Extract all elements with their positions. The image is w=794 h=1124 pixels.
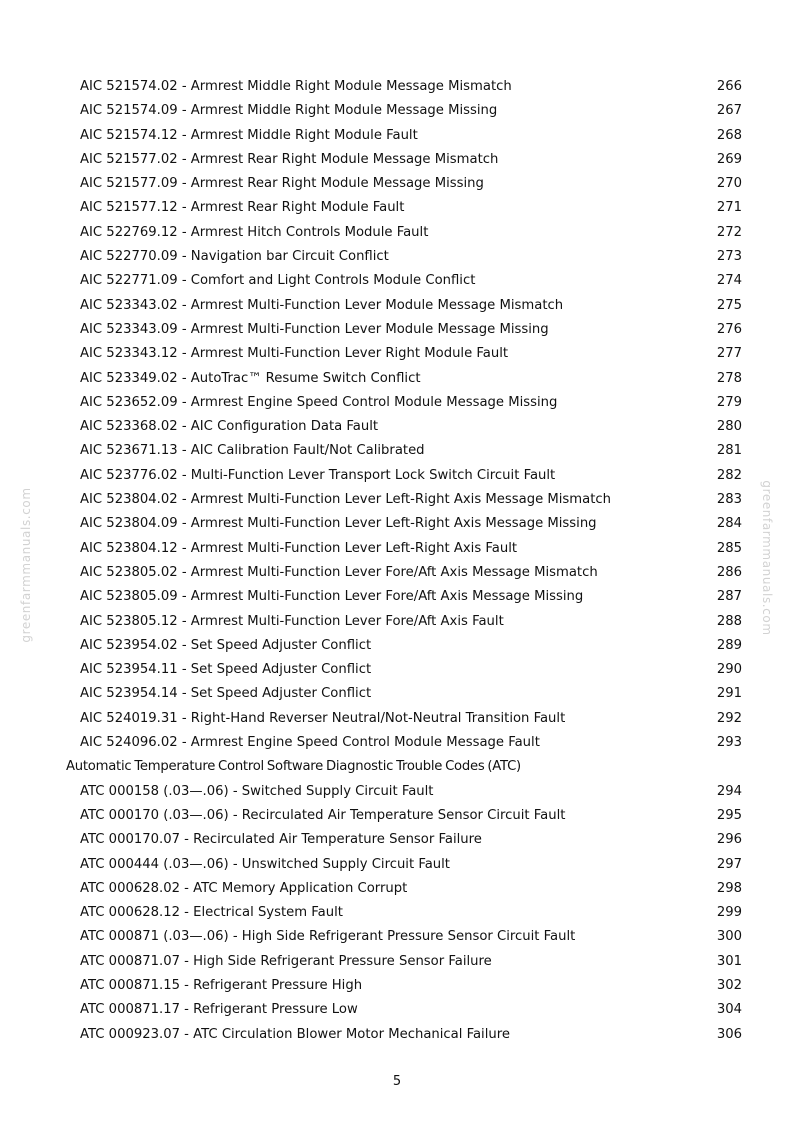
toc-entry[interactable]	[66, 269, 746, 293]
toc-entry[interactable]	[66, 950, 746, 974]
toc-entry-title: AIC 523804.12 - Armrest Multi-Function Lever Left-Right Axis Fault	[80, 540, 518, 556]
toc-entry-title: AIC 523368.02 - AIC Configuration Data Fault	[80, 419, 379, 435]
toc-entry-title: ATC 000444 (.03—.06) - Unswitched Supply Circuit Fault	[80, 856, 450, 872]
toc-entry[interactable]	[66, 415, 746, 439]
toc-entry[interactable]	[66, 391, 746, 415]
toc-entry-page-number: 272	[716, 224, 742, 240]
toc-entry[interactable]	[66, 585, 746, 609]
toc-entry-title: ATC 000871.17 - Refrigerant Pressure Low	[80, 1002, 358, 1018]
toc-entry-title: AIC 521574.09 - Armrest Middle Right Module Message Missing	[80, 103, 498, 119]
toc-entry-title: AIC 523671.13 - AIC Calibration Fault/Not Calibrated	[80, 443, 425, 459]
toc-entry-title: AIC 524019.31 - Right-Hand Reverser Neutral/Not-Neutral Transition Fault	[80, 710, 566, 726]
toc-entry[interactable]	[66, 537, 746, 561]
toc-entry-title: AIC 522769.12 - Armrest Hitch Controls Module Fault	[80, 224, 429, 240]
toc-entry-title: AIC 523805.09 - Armrest Multi-Function Lever Fore/Aft Axis Message Missing	[80, 589, 584, 605]
toc-entry-page-number: 284	[716, 516, 742, 532]
toc-entry-title: ATC 000170.07 - Recirculated Air Temperature Sensor Failure	[80, 832, 482, 848]
toc-entry-page-number: 296	[716, 832, 742, 848]
toc-entry-page-number: 306	[716, 1026, 742, 1042]
toc-entry-page-number: 293	[716, 735, 742, 751]
toc-entry-title: AIC 521574.02 - Armrest Middle Right Module Message Mismatch	[80, 79, 512, 94]
toc-entry-page-number: 282	[716, 467, 742, 483]
toc-entry[interactable]	[66, 196, 746, 220]
toc-entry[interactable]	[66, 318, 746, 342]
toc-entry-title: AIC 522770.09 - Navigation bar Circuit Conflict	[80, 249, 389, 265]
toc-entry[interactable]	[66, 148, 746, 172]
page-number: 5	[392, 1074, 402, 1089]
toc-entry[interactable]	[66, 682, 746, 706]
toc-entry-page-number: 301	[716, 953, 742, 969]
toc-entry-page-number: 280	[716, 419, 742, 435]
toc-entry-page-number: 289	[716, 637, 742, 653]
toc-entry-title: AIC 521577.02 - Armrest Rear Right Module Message Mismatch	[80, 151, 499, 167]
toc-entry[interactable]	[66, 901, 746, 925]
toc-entry-title: ATC 000158 (.03—.06) - Switched Supply Circuit Fault	[80, 783, 434, 799]
toc-entry[interactable]	[66, 124, 746, 148]
toc-entry-title: ATC 000923.07 - ATC Circulation Blower Motor Mechanical Failure	[80, 1026, 510, 1042]
toc-entry[interactable]	[66, 925, 746, 949]
toc-entry-title: ATC 000871.07 - High Side Refrigerant Pressure Sensor Failure	[80, 953, 492, 969]
toc-entry-page-number: 285	[716, 540, 742, 556]
toc-entry[interactable]	[66, 342, 746, 366]
toc-entry[interactable]	[66, 610, 746, 634]
toc-entry-title: ATC 000628.12 - Electrical System Fault	[80, 905, 343, 921]
toc-entry-page-number: 291	[716, 686, 742, 702]
toc-entry[interactable]	[66, 634, 746, 658]
toc-entry[interactable]	[66, 75, 746, 99]
toc-entry[interactable]	[66, 780, 746, 804]
toc-entry-page-number: 294	[716, 783, 742, 799]
toc-entry-page-number: 281	[716, 443, 742, 459]
toc-entry[interactable]	[66, 512, 746, 536]
toc-entry-title: AIC 523343.02 - Armrest Multi-Function Lever Module Message Mismatch	[80, 297, 564, 313]
toc-entry[interactable]	[66, 245, 746, 269]
toc-entry[interactable]	[66, 804, 746, 828]
toc-entry-title: AIC 523804.09 - Armrest Multi-Function Lever Left-Right Axis Message Missing	[80, 516, 597, 532]
toc-entry-page-number: 277	[716, 346, 742, 362]
toc-entry-title: AIC 521577.09 - Armrest Rear Right Module Message Missing	[80, 176, 484, 192]
toc-entry-title: ATC 000628.02 - ATC Memory Application Corrupt	[80, 880, 408, 896]
toc-entry-title: AIC 522771.09 - Comfort and Light Controls Module Conflict	[80, 273, 476, 289]
toc-entry-page-number: 304	[716, 1002, 742, 1018]
toc-entry-title: AIC 523805.02 - Armrest Multi-Function Lever Fore/Aft Axis Message Mismatch	[80, 564, 598, 580]
toc-entry-title: AIC 523954.02 - Set Speed Adjuster Conflict	[80, 637, 372, 653]
toc-entry[interactable]	[66, 172, 746, 196]
toc-entry-title: AIC 523954.14 - Set Speed Adjuster Conflict	[80, 686, 372, 702]
toc-entry[interactable]	[66, 707, 746, 731]
toc-entry[interactable]	[66, 1023, 746, 1047]
toc-entry-title: AIC 523652.09 - Armrest Engine Speed Control Module Message Missing	[80, 394, 558, 410]
toc-entry-page-number: 302	[716, 977, 742, 993]
toc-entry-page-number: 300	[716, 929, 742, 945]
toc-entry-page-number: 274	[716, 273, 742, 289]
toc-entry[interactable]	[66, 99, 746, 123]
toc-entry[interactable]	[66, 828, 746, 852]
toc-entry-title: ATC 000871 (.03—.06) - High Side Refrigerant Pressure Sensor Circuit Fault	[80, 929, 576, 945]
toc-entry-title: AIC 521574.12 - Armrest Middle Right Module Fault	[80, 127, 418, 143]
toc-entry-page-number: 295	[716, 807, 742, 823]
toc-entry-page-number: 279	[716, 394, 742, 410]
toc-entry-title: AIC 523343.12 - Armrest Multi-Function Lever Right Module Fault	[80, 346, 509, 362]
toc-entry[interactable]	[66, 853, 746, 877]
toc-entry-title: AIC 523343.09 - Armrest Multi-Function Lever Module Message Missing	[80, 321, 549, 337]
toc-entry-page-number: 287	[716, 589, 742, 605]
toc-entry[interactable]	[66, 658, 746, 682]
toc-entry[interactable]	[66, 998, 746, 1022]
toc-entry-page-number: 276	[716, 321, 742, 337]
toc-entry-title: AIC 523954.11 - Set Speed Adjuster Conflict	[80, 662, 372, 678]
toc-entry-page-number: 299	[716, 905, 742, 921]
toc-entry-page-number: 273	[716, 249, 742, 265]
toc-entry[interactable]	[66, 488, 746, 512]
toc-entry-title: AIC 523804.02 - Armrest Multi-Function Lever Left-Right Axis Message Mismatch	[80, 492, 611, 508]
toc-entry[interactable]	[66, 367, 746, 391]
toc-entry-page-number: 290	[716, 662, 742, 678]
toc-entry-page-number: 271	[716, 200, 742, 216]
toc-entry-page-number: 278	[716, 370, 742, 386]
toc-entry-page-number: 275	[716, 297, 742, 313]
table-of-contents	[66, 75, 746, 1047]
toc-entry-page-number: 270	[716, 176, 742, 192]
toc-entry-title: ATC 000871.15 - Refrigerant Pressure High	[80, 977, 363, 993]
toc-entry-page-number: 292	[716, 710, 742, 726]
toc-entry-page-number: 297	[716, 856, 742, 872]
toc-entry-title: AIC 523805.12 - Armrest Multi-Function Lever Fore/Aft Axis Fault	[80, 613, 504, 629]
watermark-left: greenfarmmanuals.com	[19, 487, 33, 643]
toc-entry[interactable]	[66, 221, 746, 245]
toc-entry[interactable]	[66, 464, 746, 488]
toc-entry-page-number: 283	[716, 492, 742, 508]
toc-entry-title: AIC 524096.02 - Armrest Engine Speed Control Module Message Fault	[80, 735, 540, 751]
toc-section-heading	[66, 755, 746, 779]
toc-entry-page-number: 266	[716, 79, 742, 94]
toc-entry-title: AIC 523776.02 - Multi-Function Lever Transport Lock Switch Circuit Fault	[80, 467, 556, 483]
toc-entry[interactable]	[66, 974, 746, 998]
toc-entry[interactable]	[66, 294, 746, 318]
toc-entry-page-number: 267	[716, 103, 742, 119]
toc-entry-page-number: 269	[716, 151, 742, 167]
watermark-right: greenfarmmanuals.com	[760, 480, 774, 636]
toc-entry[interactable]	[66, 877, 746, 901]
toc-entry-page-number: 288	[716, 613, 742, 629]
toc-entry-page-number: 286	[716, 564, 742, 580]
toc-entry[interactable]	[66, 439, 746, 463]
toc-entry-page-number: 268	[716, 127, 742, 143]
toc-entry[interactable]	[66, 731, 746, 755]
toc-entry-title: AIC 523349.02 - AutoTrac™ Resume Switch Conflict	[80, 370, 421, 386]
toc-entry-page-number: 298	[716, 880, 742, 896]
section-title: Automatic Temperature Control Software Diagnostic Trouble Codes (ATC)	[66, 759, 521, 775]
toc-entry-title: ATC 000170 (.03—.06) - Recirculated Air Temperature Sensor Circuit Fault	[80, 807, 566, 823]
toc-entry-title: AIC 521577.12 - Armrest Rear Right Module Fault	[80, 200, 405, 216]
toc-entry[interactable]	[66, 561, 746, 585]
